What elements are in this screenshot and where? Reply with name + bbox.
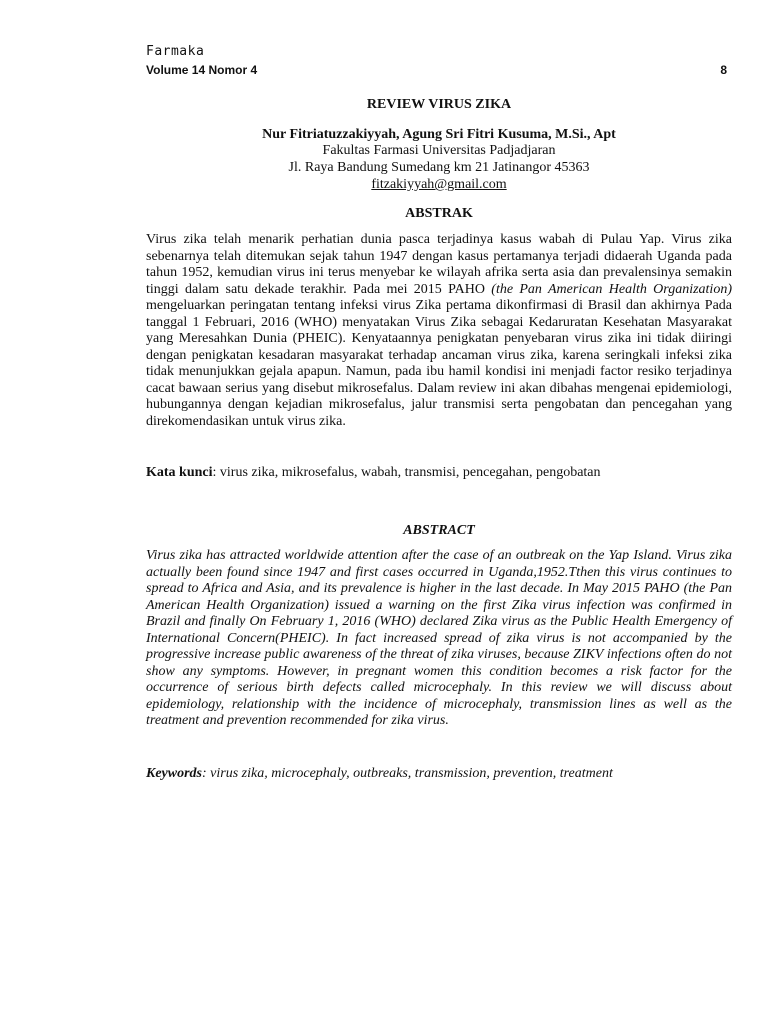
- keywords-line: [146, 765, 732, 782]
- abstrak-text-2: mengeluarkan peringatan tentang infeksi virus Zika pertama dikonfirmasi di Brasil dan akhirnya Pada tanggal 1 Februari, 2016 (WHO) menyatakan Virus Zika sebagai Kedaruratan Kesehatan Masyarakat yang Meresahkan Dunia (PHEIC). Kenyataannya penigkatan penyebaran virus zika ini tidak diiringi dengan penigkatan kesadaran masyarakat terhadap ancaman virus zika, karena seringkali infeksi zika tidak menunjukkan gejala apapun. Namun, pada ibu hamil kondisi ini menjadi factor resiko terjadinya cacat bawaan serius yang disebut mikrosefalus. Dalam review ini akan dibahas mengenai epidemiologi, hubungannya dengan kejadian mikrosefalus, jalur transmisi serta pengobatan dan pencegahan yang direkomendasikan untuk virus zika.: [146, 298, 732, 429]
- abstrak-text-1: Virus zika telah menarik perhatian dunia pasca terjadinya kasus wabah di Pulau Yap. Virus zika sebenarnya telah ditemukan sejak tahun 1947 dengan kasus pertamanya terjadi didaerah Uganda pada tahun 1952, kemudian virus ini terus menyebar ke wilayah afrika serta asia dan prevalensinya semakin tinggi dalam satu dekade terakhir. Pada mei 2015 PAHO: [146, 232, 732, 297]
- kata-kunci-values: : virus zika, mikrosefalus, wabah, transmisi, pencegahan, pengobatan: [212, 465, 601, 480]
- address: Jl. Raya Bandung Sumedang km 21 Jatinangor 45363: [288, 160, 590, 175]
- keywords-label: Keywords: [146, 766, 202, 781]
- abstrak-text-italic: (the Pan American Health Organization): [491, 281, 732, 297]
- abstract-paragraph: Virus zika has attracted worldwide attention after the case of an outbreak on the Yap Island. Virus zika actually been found since 1947 and first cases occurred in Uganda,1952.Tthen this virus continues to spread to Africa and Asia, and its prevalence is higher in the last decade. In May 2015 PAHO (the Pan American Health Organization) issued a warning on the first Zika virus infection was confirmed in Brazil and finally On February 1, 2016 (WHO) declared Zika virus as the Public Health Emergency of International Concern(PHEIC). In fact increased spread of zika virus is not accompanied by the progressive increase public awareness of the threat of zika viruses, because ZIKV infections often do not show any symptoms. However, in pregnant women this condition becomes a risk factor for the occurrence of serious birth defects called microcephaly. In this review we will discuss about epidemiology, relationship with the incidence of microcephaly, transmission lines as well as the treatment and prevention recommended for zika virus.: [146, 548, 732, 728]
- page-number: 8: [720, 63, 727, 77]
- abstract-heading: ABSTRACT: [403, 523, 475, 538]
- affiliation: Fakultas Farmasi Universitas Padjadjaran: [322, 143, 556, 158]
- volume-issue: Volume 14 Nomor 4: [146, 63, 258, 77]
- journal-name: Farmaka: [146, 44, 205, 59]
- author-list: Nur Fitriatuzzakiyyah, Agung Sri Fitri Kusuma, M.Si., Apt: [262, 127, 616, 142]
- email-link[interactable]: fitzakiyyah@gmail.com: [371, 177, 507, 192]
- abstrak-paragraph: [146, 232, 732, 430]
- paper-title: REVIEW VIRUS ZIKA: [366, 97, 512, 112]
- keywords-values: : virus zika, microcephaly, outbreaks, transmission, prevention, treatment: [202, 766, 613, 781]
- abstrak-heading: ABSTRAK: [405, 206, 473, 221]
- kata-kunci-line: [146, 464, 732, 481]
- kata-kunci-label: Kata kunci: [146, 465, 213, 480]
